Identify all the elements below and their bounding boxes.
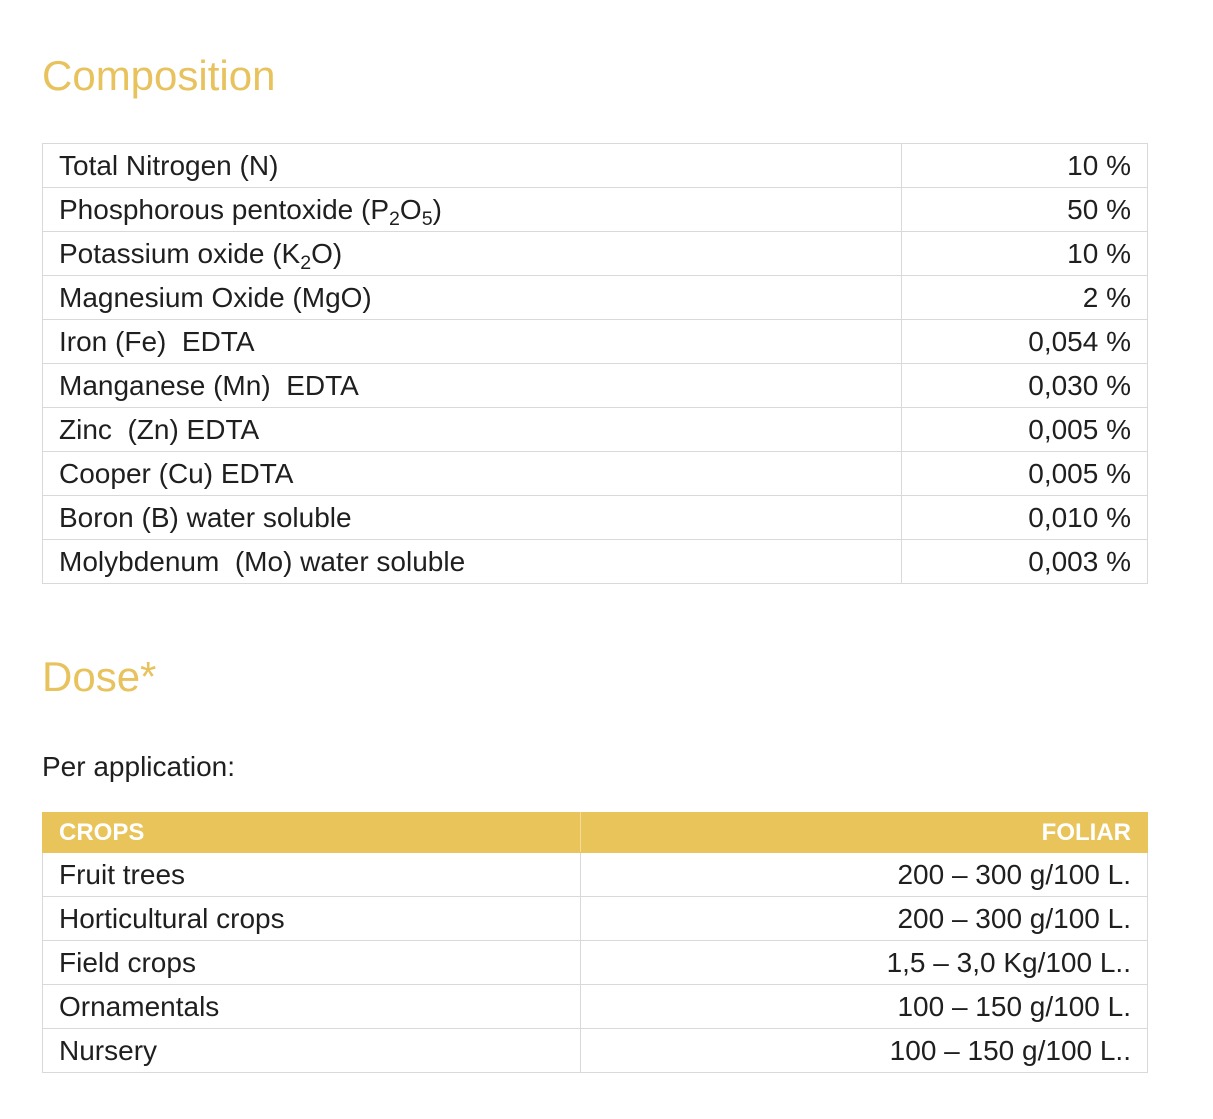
dose-row [43, 985, 1148, 1029]
crop-name: Field crops [43, 941, 581, 985]
foliar-dose: 200 – 300 g/100 L. [581, 897, 1148, 941]
composition-row [43, 364, 1148, 408]
foliar-dose: 100 – 150 g/100 L. [581, 985, 1148, 1029]
nutrient-name: Iron (Fe) EDTA [43, 320, 902, 364]
nutrient-value: 0,010 % [902, 496, 1148, 540]
nutrient-value: 0,005 % [902, 408, 1148, 452]
dose-intro: Per application: [42, 751, 236, 782]
nutrient-value: 10 % [902, 144, 1148, 188]
crop-name: Nursery [43, 1029, 581, 1073]
nutrient-value: 0,030 % [902, 364, 1148, 408]
composition-title: Composition [42, 52, 276, 99]
composition-row [43, 540, 1148, 584]
composition-row [43, 144, 1148, 188]
nutrient-name: Magnesium Oxide (MgO) [43, 276, 902, 320]
nutrient-name: Zinc (Zn) EDTA [43, 408, 902, 452]
dose-header-row [43, 813, 1148, 853]
nutrient-name: Boron (B) water soluble [43, 496, 902, 540]
crop-name: Fruit trees [43, 853, 581, 897]
composition-row [43, 408, 1148, 452]
nutrient-name: Phosphorous pentoxide $(P_2O_5)$ [43, 188, 902, 232]
nutrient-value: 0,054 % [902, 320, 1148, 364]
foliar-header: FOLIAR [581, 813, 1148, 853]
composition-row [43, 276, 1148, 320]
composition-row [43, 452, 1148, 496]
crop-name: Horticultural crops [43, 897, 581, 941]
dose-title: Dose* [42, 653, 157, 700]
foliar-dose: 1,5 – 3,0 Kg/100 L.. [581, 941, 1148, 985]
foliar-dose: 100 – 150 g/100 L.. [581, 1029, 1148, 1073]
dose-row [43, 941, 1148, 985]
dose-row [43, 853, 1148, 897]
foliar-dose: 200 – 300 g/100 L. [581, 853, 1148, 897]
nutrient-value: 50 % [902, 188, 1148, 232]
dose-table [42, 812, 1148, 1073]
nutrient-name: Manganese (Mn) EDTA [43, 364, 902, 408]
nutrient-name: Cooper (Cu) EDTA [43, 452, 902, 496]
composition-row [43, 320, 1148, 364]
nutrient-name: Molybdenum (Mo) water soluble [43, 540, 902, 584]
nutrient-name: Potassium oxide $(K_2O)$ [43, 232, 902, 276]
dose-row [43, 1029, 1148, 1073]
dose-row [43, 897, 1148, 941]
crop-name: Ornamentals [43, 985, 581, 1029]
nutrient-name: Total Nitrogen (N) [43, 144, 902, 188]
composition-row [43, 232, 1148, 276]
composition-table [42, 143, 1148, 584]
nutrient-value: 0,003 % [902, 540, 1148, 584]
nutrient-value: 10 % [902, 232, 1148, 276]
nutrient-value: 2 % [902, 276, 1148, 320]
composition-row [43, 496, 1148, 540]
crops-header: CROPS [43, 813, 581, 853]
composition-row [43, 188, 1148, 232]
nutrient-value: 0,005 % [902, 452, 1148, 496]
